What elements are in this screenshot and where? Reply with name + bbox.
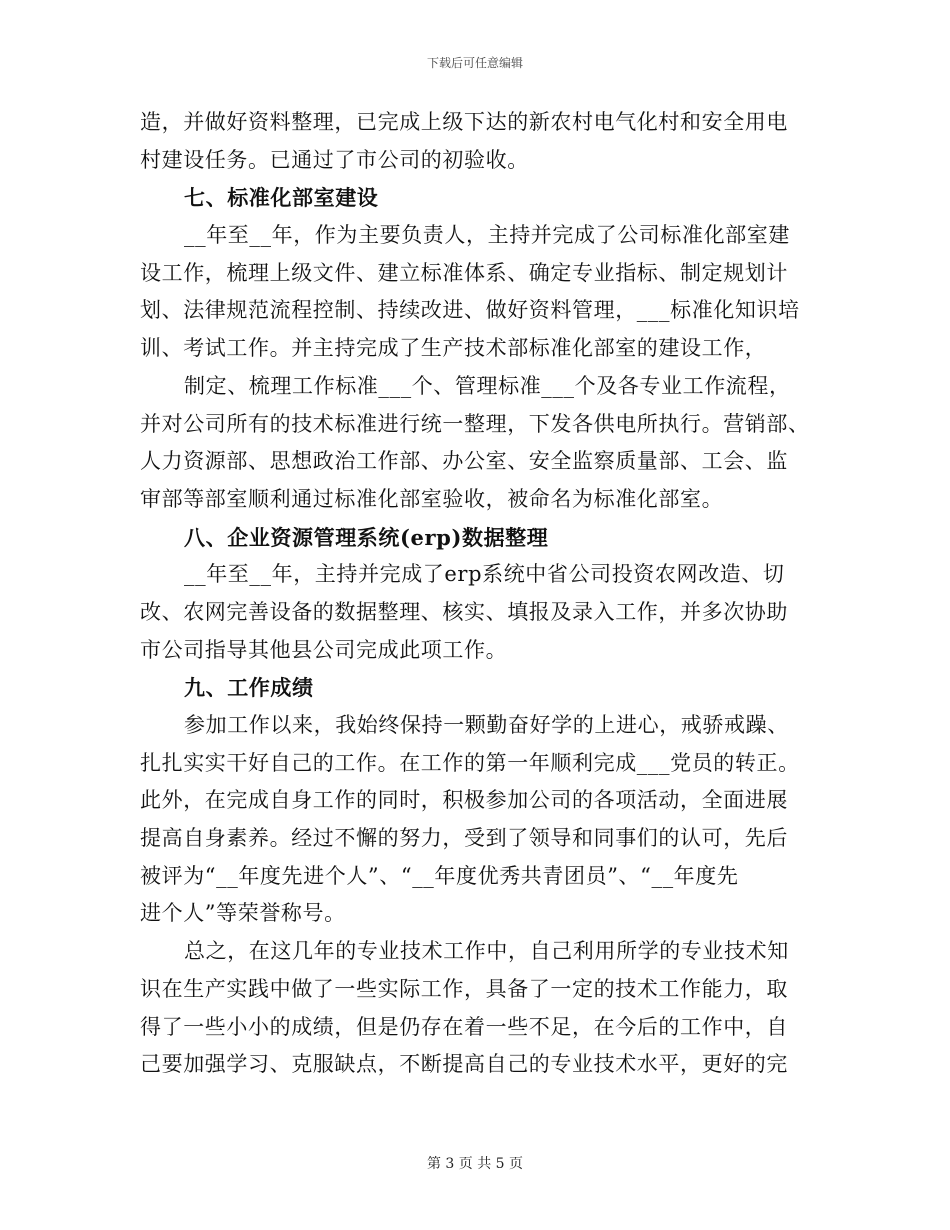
body-line: 提高自身素养。经过不懈的努力，受到了领导和同事们的认可，先后 bbox=[140, 826, 788, 851]
body-line: 得了一些小小的成绩，但是仍存在着一些不足，在今后的工作中，自 bbox=[140, 1014, 788, 1039]
section-heading-9: 九、工作成绩 bbox=[184, 675, 314, 701]
body-line: 改、农网完善设备的数据整理、核实、填报及录入工作，并多次协助 bbox=[140, 599, 788, 624]
page-header: 下载后可任意编辑 bbox=[426, 56, 523, 70]
body-line: 设工作，梳理上级文件、建立标准体系、确定专业指标、制定规划计 bbox=[140, 260, 788, 285]
paragraph-start: 总之，在这几年的专业技术工作中，自己利用所学的专业技术知 bbox=[184, 939, 789, 964]
body-line: 造，并做好资料整理，已完成上级下达的新农村电气化村和安全用电 bbox=[140, 110, 788, 134]
body-line: 识在生产实践中做了一些实际工作，具备了一定的技术工作能力，取 bbox=[140, 976, 788, 1001]
body-line: 并对公司所有的技术标准进行统一整理，下发各供电所执行。营销部、 bbox=[140, 411, 810, 436]
paragraph-start: __年至__年，作为主要负责人，主持并完成了公司标准化部室建 bbox=[184, 223, 790, 248]
section-heading-7: 七、标准化部室建设 bbox=[184, 185, 379, 211]
paragraph-start: 制定、梳理工作标准___个、管理标准___个及各专业工作流程， bbox=[184, 373, 791, 398]
section-heading-8: 八、企业资源管理系统(erp)数据整理 bbox=[184, 524, 549, 550]
document-body bbox=[140, 104, 810, 1084]
paragraph-start: __年至__年，主持并完成了erp系统中省公司投资农网改造、切 bbox=[184, 562, 785, 587]
body-line: 被评为“__年度先进个人”、“__年度优秀共青团员”、“__年度先 bbox=[140, 863, 739, 888]
body-line: 己要加强学习、克服缺点，不断提高自己的专业技术水平，更好的完 bbox=[140, 1052, 788, 1077]
body-line: 扎扎实实干好自己的工作。在工作的第一年顺利完成___党员的转正。 bbox=[140, 750, 800, 775]
body-line: 村建设任务。已通过了市公司的初验收。 bbox=[140, 147, 529, 172]
body-line: 训、考试工作。并主持完成了生产技术部标准化部室的建设工作， bbox=[140, 336, 767, 361]
body-line: 人力资源部、思想政治工作部、办公室、安全监察质量部、工会、监 bbox=[140, 449, 788, 474]
body-line: 审部等部室顺利通过标准化部室验收，被命名为标准化部室。 bbox=[140, 486, 724, 511]
body-line: 市公司指导其他县公司完成此项工作。 bbox=[140, 637, 508, 662]
body-line: 划、法律规范流程控制、持续改进、做好资料管理，___标准化知识培 bbox=[140, 298, 800, 323]
body-line: 进个人”等荣誉称号。 bbox=[140, 901, 346, 926]
page-footer: 第 3 页 共 5 页 bbox=[426, 1156, 524, 1172]
body-line: 此外，在完成自身工作的同时，积极参加公司的各项活动，全面进展 bbox=[140, 788, 788, 813]
paragraph-start: 参加工作以来，我始终保持一颗勤奋好学的上进心，戒骄戒躁、 bbox=[184, 713, 789, 737]
